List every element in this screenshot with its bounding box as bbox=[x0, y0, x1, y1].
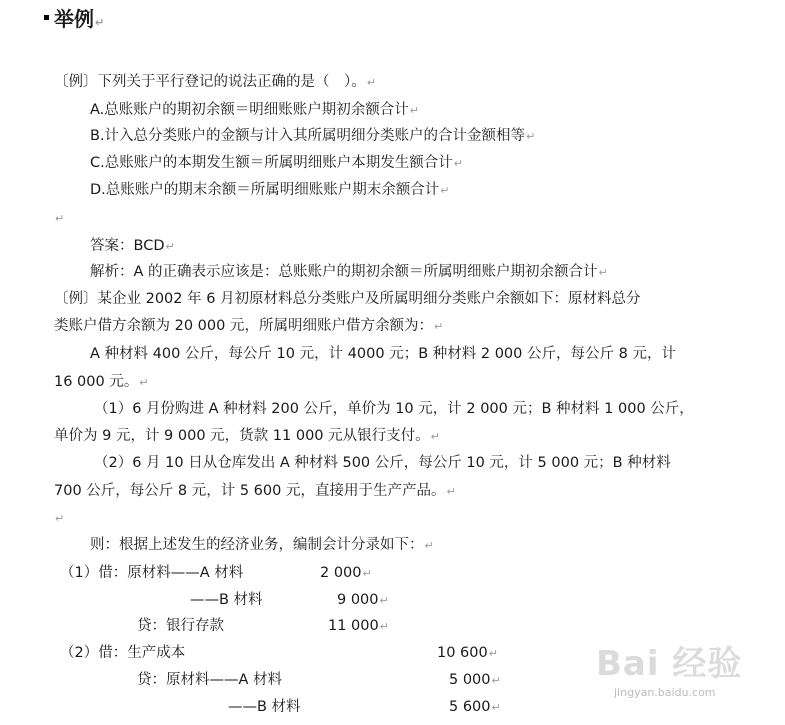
return-mark: ↵ bbox=[409, 104, 419, 117]
entry-2-debit-amount bbox=[437, 643, 498, 664]
entry-amount: 11 000 bbox=[328, 618, 379, 634]
return-mark: ↵ bbox=[526, 130, 536, 143]
q2-material-line2 bbox=[54, 372, 149, 393]
transaction-text: 单价为 9 元，计 9 000 元，货款 11 000 元从银行支付。 bbox=[54, 428, 430, 444]
entry-2-debit bbox=[60, 643, 185, 663]
blank-line bbox=[54, 508, 64, 529]
title-bullet bbox=[44, 15, 49, 20]
entry-label: （1）借：原材料——A 材料 bbox=[60, 565, 244, 581]
entry-label: 贷：银行存款 bbox=[137, 618, 224, 634]
entry-1-debit-b-amount bbox=[337, 590, 389, 611]
title-text: 举例 bbox=[54, 7, 94, 31]
analysis-text: 解析：A 的正确表示应该是：总账账户的期初余额＝所属明细账户期初余额合计 bbox=[90, 264, 598, 280]
q1-answer bbox=[90, 236, 175, 257]
instruction-text: 则：根据上述发生的经济业务，编制会计分录如下： bbox=[90, 537, 424, 553]
return-mark: ↵ bbox=[366, 76, 376, 89]
entry-label: ——B 材料 bbox=[228, 699, 301, 715]
page-title bbox=[54, 6, 104, 36]
option-text: A.总账账户的期初余额＝明细账账户期初余额合计 bbox=[90, 102, 409, 118]
return-mark: ↵ bbox=[165, 240, 175, 253]
material-text: A 种材料 400 公斤，每公斤 10 元，计 4000 元；B 种材料 2 000 公斤，每公斤 8 元，计 bbox=[90, 346, 676, 362]
entry-1-debit-a bbox=[60, 563, 243, 583]
return-mark: ↵ bbox=[424, 539, 434, 552]
entry-label: 贷：原材料——A 材料 bbox=[137, 672, 283, 688]
q1-option-d bbox=[90, 180, 450, 201]
transaction-text: （2）6 月 10 日从仓库发出 A 种材料 500 公斤，每公斤 10 元，计 5 000 元；B 种材料 bbox=[94, 455, 671, 471]
return-mark: ↵ bbox=[440, 184, 450, 197]
entry-1-credit bbox=[137, 616, 224, 636]
return-mark: ↵ bbox=[362, 567, 372, 580]
option-text: B.计入总分类账户的金额与计入其所属明细分类账户的合计金额相等 bbox=[90, 128, 526, 144]
blank-line bbox=[54, 208, 64, 229]
return-mark: ↵ bbox=[379, 620, 389, 633]
entry-1-debit-b bbox=[190, 590, 263, 610]
stem-text: 〔例〕某企业 2002 年 6 月初原材料总分类账户及所属明细分类账户余额如下：原材料总分 bbox=[54, 291, 641, 307]
q1-option-a bbox=[90, 100, 419, 121]
return-mark: ↵ bbox=[488, 647, 498, 660]
watermark-url: jingyan.baidu.com bbox=[614, 686, 716, 699]
entry-2-credit-b bbox=[228, 697, 301, 717]
entry-2-credit-a-amount bbox=[449, 670, 501, 691]
entry-amount: 5 600 bbox=[449, 699, 491, 715]
q2-transaction1-line2 bbox=[54, 426, 440, 447]
q2-instruction bbox=[90, 535, 434, 556]
return-mark: ↵ bbox=[446, 485, 456, 498]
return-mark: ↵ bbox=[453, 157, 463, 170]
entry-2-credit-b-amount bbox=[449, 697, 501, 718]
return-mark: ↵ bbox=[139, 376, 149, 389]
return-mark: ↵ bbox=[491, 701, 501, 714]
q2-material-line1 bbox=[90, 344, 676, 364]
watermark-logo: Bai 经验 bbox=[596, 644, 743, 684]
return-mark: ↵ bbox=[95, 16, 105, 29]
entry-amount: 9 000 bbox=[337, 592, 379, 608]
baidu-jingyan-watermark bbox=[596, 636, 776, 716]
entry-amount: 10 600 bbox=[437, 645, 488, 661]
return-mark: ↵ bbox=[430, 430, 440, 443]
entry-label: （2）借：生产成本 bbox=[60, 645, 186, 661]
return-mark: ↵ bbox=[55, 212, 65, 225]
return-mark: ↵ bbox=[598, 266, 608, 279]
q2-transaction2-line1 bbox=[94, 453, 671, 473]
q1-analysis bbox=[90, 262, 608, 283]
material-text: 16 000 元。 bbox=[54, 374, 139, 390]
q2-transaction2-line2 bbox=[54, 481, 456, 502]
q2-stem-line1 bbox=[54, 289, 641, 309]
entry-amount: 2 000 bbox=[320, 565, 362, 581]
q2-stem-line2 bbox=[54, 316, 443, 337]
return-mark: ↵ bbox=[55, 512, 65, 525]
return-mark: ↵ bbox=[379, 594, 389, 607]
transaction-text: 700 公斤，每公斤 8 元，计 5 600 元，直接用于生产产品。 bbox=[54, 483, 446, 499]
answer-text: 答案：BCD bbox=[90, 238, 165, 254]
entry-amount: 5 000 bbox=[449, 672, 491, 688]
return-mark: ↵ bbox=[491, 674, 501, 687]
return-mark: ↵ bbox=[433, 320, 444, 333]
entry-label: ——B 材料 bbox=[190, 592, 263, 608]
entry-1-credit-amount bbox=[328, 616, 389, 637]
entry-2-credit-a bbox=[137, 670, 282, 690]
q2-transaction1-line1 bbox=[94, 399, 694, 419]
entry-1-debit-a-amount bbox=[320, 563, 372, 584]
transaction-text: （1）6 月份购进 A 种材料 200 公斤，单价为 10 元，计 2 000 元；B 种材料 1 000 公斤， bbox=[94, 401, 694, 417]
option-text: D.总账账户的期末余额＝所属明细账账户期末余额合计 bbox=[90, 182, 440, 198]
option-text: C.总账账户的本期发生额＝所属明细账户本期发生额合计 bbox=[90, 155, 453, 171]
q1-stem bbox=[54, 72, 376, 93]
q1-option-c bbox=[90, 153, 463, 174]
q1-option-b bbox=[90, 126, 535, 147]
q1-stem-text: 〔例〕下列关于平行登记的说法正确的是（ ）。 bbox=[54, 74, 366, 90]
stem-text: 类账户借方余额为 20 000 元，所属明细账户借方余额为： bbox=[54, 318, 433, 334]
